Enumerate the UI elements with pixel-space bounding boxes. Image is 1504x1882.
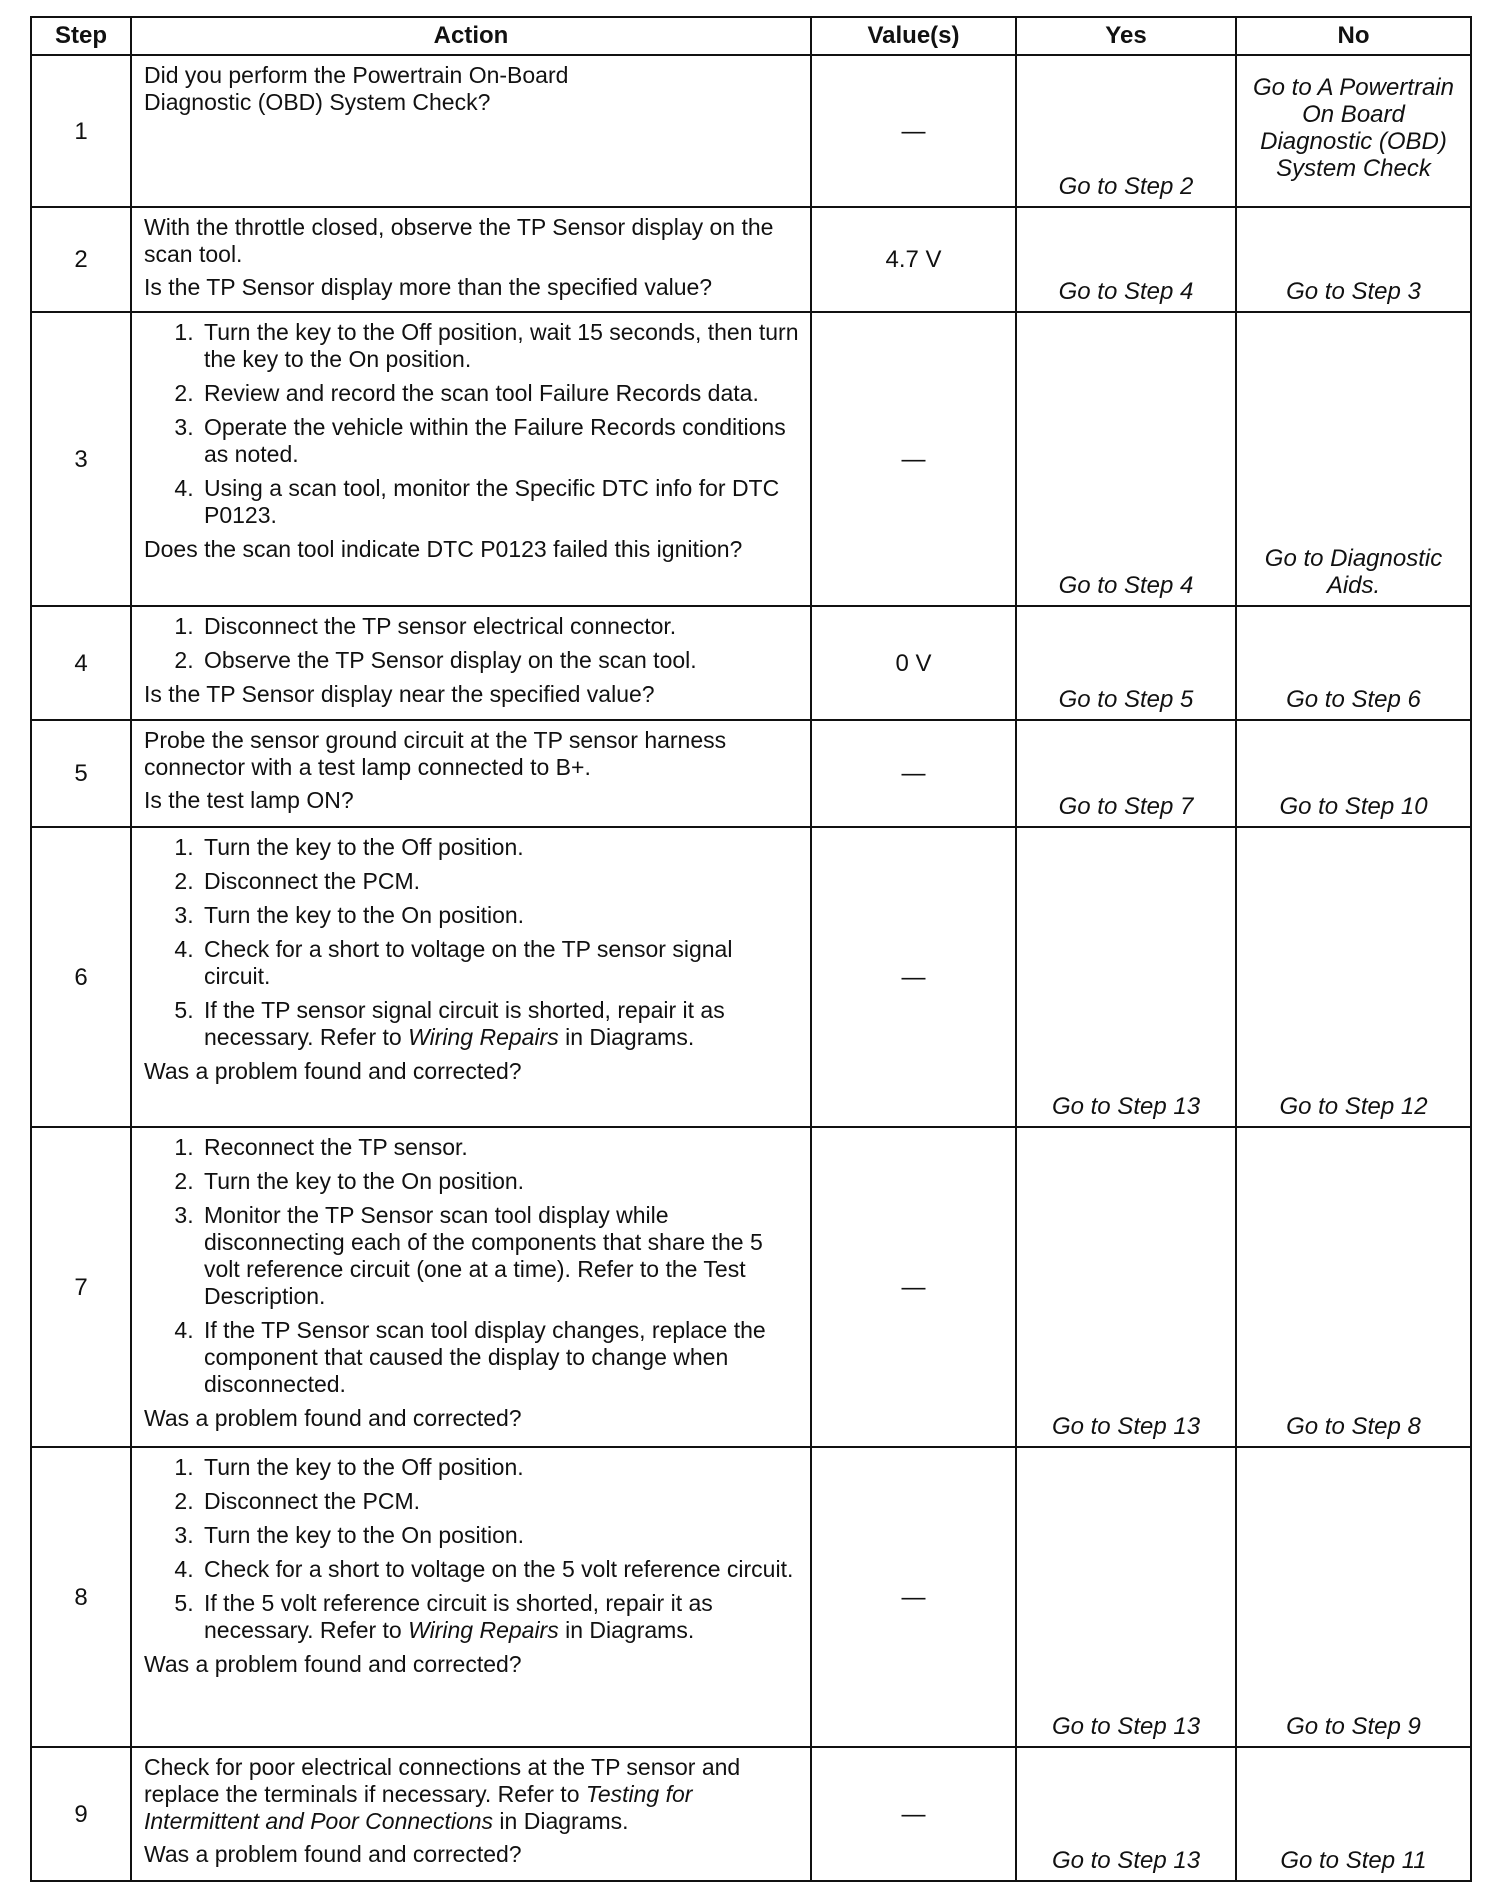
value-cell: 4.7 V xyxy=(811,207,1016,312)
ref-link-text: Wiring Repairs xyxy=(408,1617,559,1643)
list-item: 1. Reconnect the TP sensor. xyxy=(200,1134,800,1161)
yes-cell: Go to Step 2 xyxy=(1016,55,1236,207)
no-cell: Go to Step 10 xyxy=(1236,720,1471,827)
table-row xyxy=(31,1447,1471,1747)
action-text: Probe the sensor ground circuit at the TP sensor harness connector with a test lamp connected to B+. xyxy=(144,727,727,780)
list-item: 1. Disconnect the TP sensor electrical connector. xyxy=(200,613,800,640)
action-question: Was a problem found and corrected? xyxy=(144,1058,522,1084)
no-cell: Go to Step 3 xyxy=(1236,207,1471,312)
action-question: Was a problem found and corrected? xyxy=(144,1841,522,1867)
no-cell: Go to Step 6 xyxy=(1236,606,1471,720)
action-cell xyxy=(131,55,811,207)
ref-text-after: in Diagrams. xyxy=(493,1808,629,1834)
list-item: 4. If the TP Sensor scan tool display changes, replace the component that caused the display to change when disconnected. xyxy=(200,1317,800,1398)
value-cell: — xyxy=(811,720,1016,827)
action-question: Is the TP Sensor display near the specified value? xyxy=(144,681,655,707)
yes-cell: Go to Step 7 xyxy=(1016,720,1236,827)
action-cell xyxy=(131,606,811,720)
ref-link-text: Wiring Repairs xyxy=(408,1024,559,1050)
list-item xyxy=(200,997,800,1051)
header-step: Step xyxy=(31,17,131,55)
step-number: 9 xyxy=(31,1747,131,1881)
yes-cell: Go to Step 5 xyxy=(1016,606,1236,720)
no-cell: Go to Step 11 xyxy=(1236,1747,1471,1881)
list-item: 3. Operate the vehicle within the Failure Records conditions as noted. xyxy=(200,414,800,468)
action-list xyxy=(144,319,800,529)
header-row xyxy=(31,17,1471,55)
header-yes: Yes xyxy=(1016,17,1236,55)
step-number: 2 xyxy=(31,207,131,312)
list-item: 2. Turn the key to the On position. xyxy=(200,1168,800,1195)
list-item: 2. Observe the TP Sensor display on the scan tool. xyxy=(200,647,800,674)
list-item: 1. Turn the key to the Off position. xyxy=(200,1454,800,1481)
list-item: 2. Disconnect the PCM. xyxy=(200,868,800,895)
table-row xyxy=(31,1127,1471,1447)
no-cell: Go to Step 8 xyxy=(1236,1127,1471,1447)
ref-text-before: Check for poor electrical connections at the TP sensor and replace the terminals if necessary. Refer to xyxy=(144,1754,741,1807)
list-item: 4. Using a scan tool, monitor the Specific DTC info for DTC P0123. xyxy=(200,475,800,529)
action-question: Is the test lamp ON? xyxy=(144,787,354,813)
step-number: 5 xyxy=(31,720,131,827)
value-cell: — xyxy=(811,1447,1016,1747)
table-row xyxy=(31,312,1471,606)
no-prefix: Go to xyxy=(1253,74,1318,101)
value-cell: — xyxy=(811,827,1016,1127)
no-cell xyxy=(1236,55,1471,207)
action-cell xyxy=(131,312,811,606)
action-question: Does the scan tool indicate DTC P0123 failed this ignition? xyxy=(144,536,743,562)
table-row xyxy=(31,827,1471,1127)
yes-cell: Go to Step 13 xyxy=(1016,1447,1236,1747)
list-item: 2. Review and record the scan tool Failure Records data. xyxy=(200,380,800,407)
step-number: 4 xyxy=(31,606,131,720)
yes-cell: Go to Step 13 xyxy=(1016,1127,1236,1447)
list-item: 1. Turn the key to the Off position, wait 15 seconds, then turn the key to the On position. xyxy=(200,319,800,373)
ref-text-before: If the 5 volt reference circuit is shorted, repair it as necessary. Refer to xyxy=(204,1590,713,1643)
yes-cell: Go to Step 13 xyxy=(1016,827,1236,1127)
action-list xyxy=(144,1454,800,1644)
action-question: Is the TP Sensor display more than the specified value? xyxy=(144,274,713,300)
action-text: Did you perform the Powertrain On-Board Diagnostic (OBD) System Check? xyxy=(144,62,569,115)
yes-cell: Go to Step 4 xyxy=(1016,312,1236,606)
action-text xyxy=(144,1754,800,1835)
ref-text-after: in Diagrams. xyxy=(558,1617,695,1643)
value-cell: 0 V xyxy=(811,606,1016,720)
action-cell xyxy=(131,827,811,1127)
yes-cell: Go to Step 4 xyxy=(1016,207,1236,312)
action-text: With the throttle closed, observe the TP Sensor display on the scan tool. xyxy=(144,214,774,267)
no-cell: Go to Diagnostic Aids. xyxy=(1236,312,1471,606)
ref-text-before: If the TP sensor signal circuit is shorted, repair it as necessary. Refer to xyxy=(204,997,725,1050)
list-item: 4. Check for a short to voltage on the 5 volt reference circuit. xyxy=(200,1556,800,1583)
table-row xyxy=(31,207,1471,312)
list-item xyxy=(200,1590,800,1644)
action-question: Was a problem found and corrected? xyxy=(144,1651,522,1677)
action-cell xyxy=(131,1447,811,1747)
diagnostic-table xyxy=(30,16,1472,1882)
table-row xyxy=(31,720,1471,827)
table-row xyxy=(31,55,1471,207)
step-number: 8 xyxy=(31,1447,131,1747)
action-list xyxy=(144,613,800,674)
list-item: 1. Turn the key to the Off position. xyxy=(200,834,800,861)
step-number: 7 xyxy=(31,1127,131,1447)
no-cell: Go to Step 12 xyxy=(1236,827,1471,1127)
action-list xyxy=(144,1134,800,1398)
value-cell: — xyxy=(811,55,1016,207)
step-number: 3 xyxy=(31,312,131,606)
ref-link-text: Testing for Intermittent and Poor Connections xyxy=(144,1781,693,1834)
action-cell xyxy=(131,1747,811,1881)
value-cell: — xyxy=(811,312,1016,606)
list-item: 2. Disconnect the PCM. xyxy=(200,1488,800,1515)
header-values: Value(s) xyxy=(811,17,1016,55)
ref-text-after: in Diagrams. xyxy=(558,1024,695,1050)
list-item: 3. Monitor the TP Sensor scan tool display while disconnecting each of the components that share the 5 volt reference circuit (one at a time). Refer to the Test Description. xyxy=(200,1202,800,1310)
list-item: 3. Turn the key to the On position. xyxy=(200,902,800,929)
table-row xyxy=(31,1747,1471,1881)
action-question: Was a problem found and corrected? xyxy=(144,1405,522,1431)
yes-cell: Go to Step 13 xyxy=(1016,1747,1236,1881)
list-item: 3. Turn the key to the On position. xyxy=(200,1522,800,1549)
action-cell xyxy=(131,1127,811,1447)
action-cell xyxy=(131,720,811,827)
header-action: Action xyxy=(131,17,811,55)
header-no: No xyxy=(1236,17,1471,55)
action-cell xyxy=(131,207,811,312)
step-number: 6 xyxy=(31,827,131,1127)
table-row xyxy=(31,606,1471,720)
value-cell: — xyxy=(811,1747,1016,1881)
no-cell: Go to Step 9 xyxy=(1236,1447,1471,1747)
value-cell: — xyxy=(811,1127,1016,1447)
action-list xyxy=(144,834,800,1051)
no-link-text: A Powertrain On Board Diagnostic (OBD) System Check xyxy=(1260,74,1454,182)
step-number: 1 xyxy=(31,55,131,207)
list-item: 4. Check for a short to voltage on the TP sensor signal circuit. xyxy=(200,936,800,990)
